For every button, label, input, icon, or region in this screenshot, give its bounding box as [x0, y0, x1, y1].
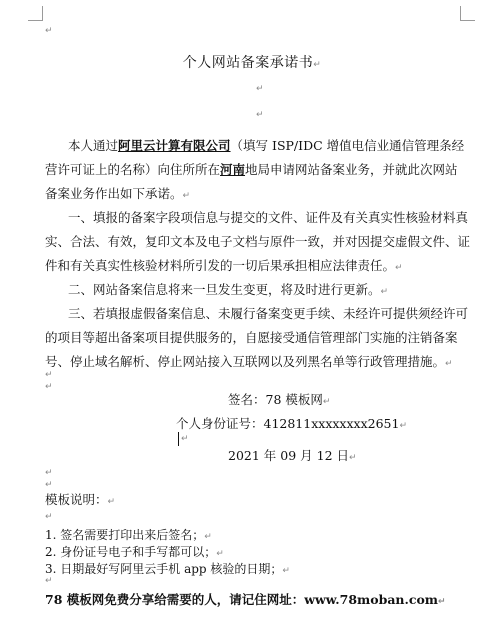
para2-line1[interactable]	[68, 210, 468, 226]
company-name: 阿里云计算有限公司	[118, 138, 231, 153]
footer-line[interactable]	[45, 590, 446, 608]
footer-text: 78 模板网免费分享给需要的人，请记住网址：www.78moban.com	[45, 592, 439, 607]
para1-text-post2: 地局申请网站备案业务，并就此次网站	[245, 162, 458, 177]
crop-mark-top-right	[460, 6, 475, 21]
signature-line[interactable]	[228, 392, 468, 410]
para4-line3[interactable]	[45, 354, 465, 372]
para1-text-pre2: 营许可证上的名称）向住所所在	[45, 162, 221, 177]
paragraph-mark: ↵	[399, 421, 407, 431]
note-item-3[interactable]	[45, 560, 290, 577]
paragraph-mark: ↵	[256, 110, 264, 120]
paragraph-mark: ↵	[216, 549, 224, 559]
paragraph-mark: ↵	[45, 468, 53, 478]
paragraph-mark: ↵	[282, 566, 290, 576]
para2-text: 件和有关真实性核验材料所引发的一切后果承担相应法律责任。	[45, 258, 396, 273]
paragraph-mark: ↵	[45, 370, 53, 380]
para1-text-end: 备案业务作出如下承诺。	[45, 186, 183, 201]
signature-text: 签名：78 模板网	[228, 392, 323, 407]
para2-line3[interactable]	[45, 258, 465, 276]
para1-line1[interactable]	[68, 138, 468, 154]
paragraph-mark: ↵	[380, 287, 389, 297]
para1-line3[interactable]	[45, 186, 465, 204]
paragraph-mark: ↵	[445, 359, 453, 369]
paragraph-mark: ↵	[45, 26, 53, 36]
region-name: 河南	[220, 162, 246, 177]
paragraph-mark: ↵	[45, 512, 53, 522]
para1-text-pre: 本人通过	[68, 138, 119, 153]
document-title-text: 个人网站备案承诺书	[182, 55, 314, 71]
document-title[interactable]	[0, 52, 504, 72]
paragraph-mark: ↵	[204, 532, 212, 542]
notes-heading[interactable]	[45, 492, 465, 510]
para2-text: 一、填报的备案字段项信息与提交的文件、证件及有关真实性核验材料真	[68, 210, 469, 225]
paragraph-mark: ↵	[45, 382, 53, 392]
paragraph-mark: ↵	[322, 397, 331, 407]
paragraph-mark: ↵	[313, 60, 322, 70]
paragraph-mark: ↵	[107, 497, 116, 507]
note-item-text: 1. 签名需要打印出来后签名；	[45, 528, 205, 542]
paragraph-mark: ↵	[349, 453, 357, 463]
id-number-line[interactable]	[176, 416, 466, 434]
para3-text: 二、网站备案信息将来一旦发生变更，将及时进行更新。	[68, 282, 381, 297]
text-cursor	[178, 432, 179, 446]
note-item-text: 2. 身份证号电子和手写都可以；	[45, 545, 217, 559]
para4-text: 的项目等超出备案项目提供服务的，自愿接受通信管理部门实施的注销备案	[45, 330, 458, 345]
note-item-1[interactable]	[45, 526, 212, 543]
crop-mark-top-left	[28, 6, 43, 21]
paragraph-mark: ↵	[45, 480, 53, 490]
id-number-text: 个人身份证号：412811xxxxxxxx2651	[176, 416, 400, 431]
para2-text: 实、合法、有效，复印文本及电子文档与原件一致，并对因提交虚假文件、证	[45, 234, 471, 249]
paragraph-mark: ↵	[395, 263, 403, 273]
paragraph-mark: ↵	[438, 597, 446, 607]
para4-text: 三、若填报虚假备案信息、未履行备案变更手续、未经许可提供须经许可	[68, 306, 469, 321]
para4-line1[interactable]	[68, 306, 468, 322]
paragraph-mark: ↵	[181, 434, 189, 444]
para4-line2[interactable]	[45, 330, 465, 346]
date-line[interactable]	[228, 448, 468, 466]
para1-line2[interactable]	[45, 162, 465, 178]
paragraph-mark: ↵	[256, 84, 264, 94]
para2-line2[interactable]	[45, 234, 471, 250]
para1-text-post: （填写 ISP/IDC 增值电信业通信管理条经	[230, 138, 465, 153]
paragraph-mark: ↵	[45, 576, 53, 586]
note-item-text: 3. 日期最好写阿里云手机 app 核验的日期；	[45, 562, 283, 576]
paragraph-mark: ↵	[182, 191, 191, 201]
para3-line1[interactable]	[68, 282, 468, 300]
date-text: 2021 年 09 月 12 日	[228, 448, 349, 463]
note-item-2[interactable]	[45, 543, 224, 560]
para4-text: 号、停止域名解析、停止网站接入互联网以及列黑名单等行政管理措施。	[45, 354, 446, 369]
notes-heading-text: 模板说明：	[45, 492, 108, 507]
